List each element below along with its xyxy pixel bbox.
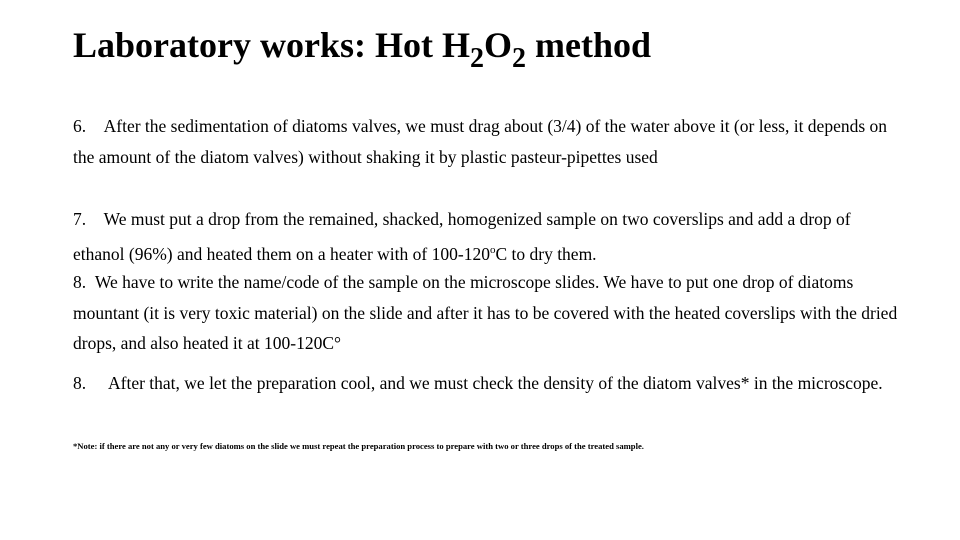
- step-text: After the sedimentation of diatoms valves, we must drag about (3/4) of the water above it (or less, it depends on the amount of the diatom valves) without shaking it by plastic pasteur-pipettes used: [73, 116, 888, 167]
- step-number: 8.: [73, 373, 87, 393]
- step-8: [73, 267, 903, 359]
- step-7: [73, 204, 903, 269]
- step-number: 8.: [73, 272, 87, 292]
- step-text-end: C to dry them.: [495, 243, 597, 264]
- degree-superscript: o: [489, 243, 496, 256]
- title-subscript-2b: 2: [511, 42, 526, 74]
- title-oxygen: O: [483, 25, 512, 65]
- title-prefix: Laboratory works: Hot H: [73, 25, 470, 65]
- slide-title: [73, 22, 651, 74]
- step-text: After that, we let the preparation cool, and we must check the density of the diatom valves* in the microscope.: [108, 373, 883, 393]
- step-number: 7.: [73, 209, 87, 229]
- title-suffix: method: [525, 25, 651, 65]
- footnote: *Note: if there are not any or very few diatoms on the slide we must repeat the preparation process to prepare with two or three drops of the treated sample.: [73, 441, 644, 451]
- step-8b: [73, 368, 903, 399]
- step-number: 6.: [73, 116, 87, 136]
- step-6: [73, 111, 903, 172]
- title-subscript-2: 2: [469, 42, 484, 74]
- step-text: We have to write the name/code of the sample on the microscope slides. We have to put one drop of diatoms mountant (it is very toxic material) on the slide and after it has to be covered with the heated coverslips with the dried drops, and also heated it at 100-120C°: [73, 272, 898, 353]
- step-text: We must put a drop from the remained, shacked, homogenized sample on two coverslips and add a drop of ethanol (96%) and heated them on a heater with of 100-120: [73, 209, 851, 264]
